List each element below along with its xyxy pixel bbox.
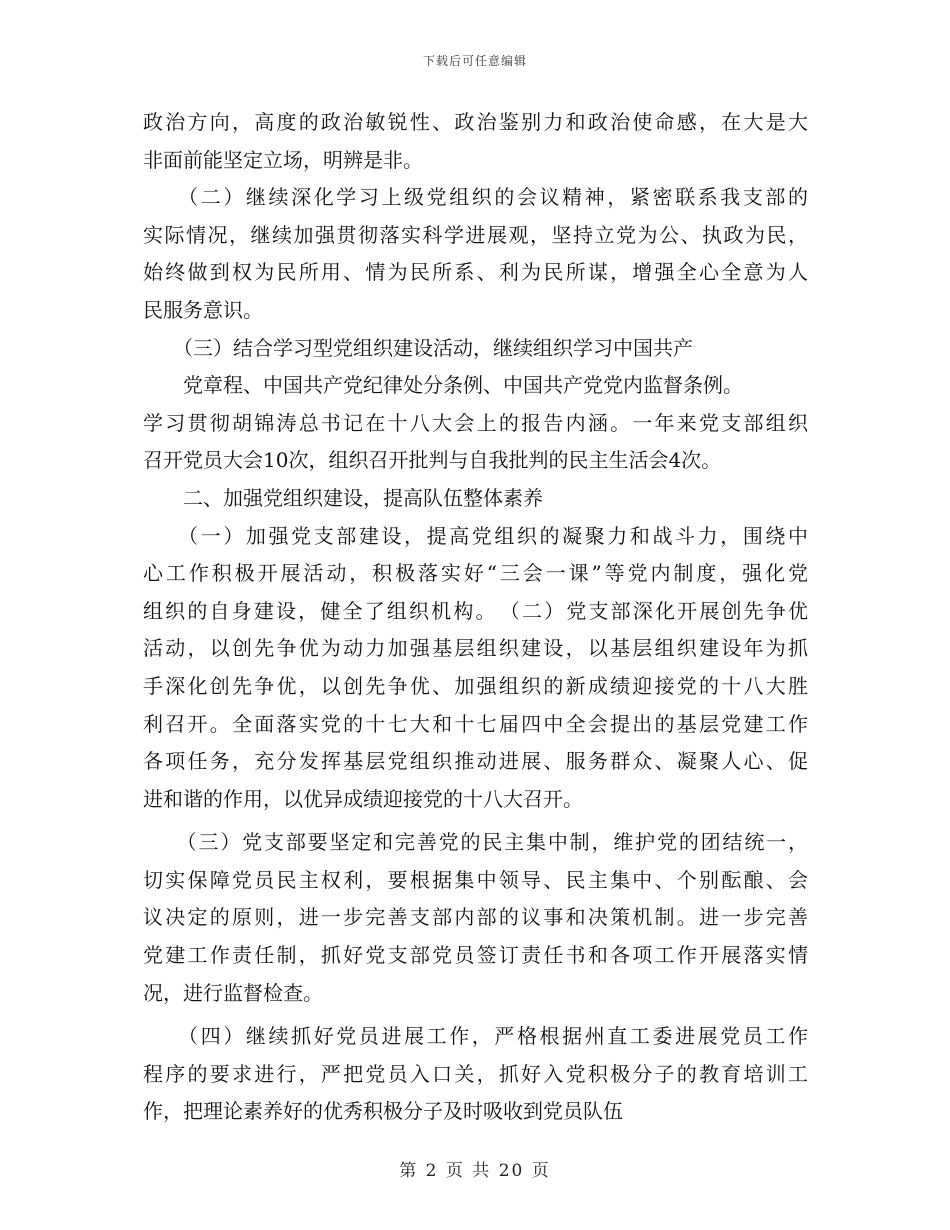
text-line: 政治方向，高度的政治敏锐性、政治鉴别力和政治使命感，在大是大 [143, 110, 808, 134]
text-line: 实际情况，继续加强贯彻落实科学进展观，坚持立党为公、执政为民， [143, 222, 808, 247]
text-line: 程序的要求进行，严把党员入口关，抓好入党积极分子的教育培训工 [143, 1061, 808, 1086]
text-line: 进和谐的作用，以优异成绩迎接党的十八大召开。 [143, 786, 583, 811]
text-line: 作，把理论素养好的优秀积极分子及时吸收到党员队伍 [143, 1099, 623, 1124]
text-line: （四）继续抓好党员进展工作，严格根据州直工委进展党员工作 [143, 1024, 808, 1049]
document-body [143, 104, 808, 1131]
text-line: 组织的自身建设，健全了组织机构。 （二）党支部深化开展创先争优 [143, 598, 808, 623]
text-line: 议决定的原则，进一步完善支部内部的议事和决策机制。进一步完善 [143, 905, 808, 930]
text-line: （二）继续深化学习上级党组织的会议精神，紧密联系我支部的 [143, 185, 808, 210]
text-line: 各项任务，充分发挥基层党组织推动进展、服务群众、凝聚人心、促 [143, 749, 808, 774]
page-number: 第 2 页 共 20 页 [399, 1161, 551, 1181]
text-line: （一）加强党支部建设，提高党组织的凝聚力和战斗力，围绕中 [143, 523, 808, 548]
text-line: 学习贯彻胡锦涛总书记在十八大会上的报告内涵。一年来党支部组织 [143, 410, 808, 435]
text-line: 手深化创先争优，以创先争优、加强组织的新成绩迎接党的十八大胜 [143, 673, 808, 698]
page-header: 下载后可任意编辑 [422, 54, 527, 68]
section-heading: 二、加强党组织建设，提高队伍整体素养 [143, 485, 543, 510]
text-line: 活动，以创先争优为动力加强基层组织建设，以基层组织建设年为抓 [143, 636, 808, 661]
text-line: 民服务意识。 [143, 297, 263, 322]
text-line: （三）党支部要坚定和完善党的民主集中制，维护党的团结统一， [143, 830, 808, 855]
text-line: 非面前能坚定立场，明辨是非。 [143, 147, 423, 172]
text-line: 始终做到权为民所用、情为民所系、利为民所谋，增强全心全意为人 [143, 260, 808, 285]
text-line: 切实保障党员民主权利，要根据集中领导、民主集中、个别酝酿、会 [143, 867, 808, 892]
text-line: 心工作积极开展活动，积极落实好“三会一课”等党内制度，强化党 [143, 561, 808, 586]
text-line: 召开党员大会10次，组织召开批判与自我批判的民主生活会4次。 [143, 448, 722, 473]
text-line: 党建工作责任制，抓好党支部党员签订责任书和各项工作开展落实情 [143, 943, 808, 968]
text-line: 党章程、中国共产党纪律处分条例、中国共产党党内监督条例。 [143, 373, 743, 398]
text-line: 况，进行监督检查。 [143, 980, 323, 1005]
text-line: 利召开。全面落实党的十七大和十七届四中全会提出的基层党建工作 [143, 711, 808, 736]
text-line: （三）结合学习型党组织建设活动，继续组织学习中国共产 [143, 335, 693, 360]
